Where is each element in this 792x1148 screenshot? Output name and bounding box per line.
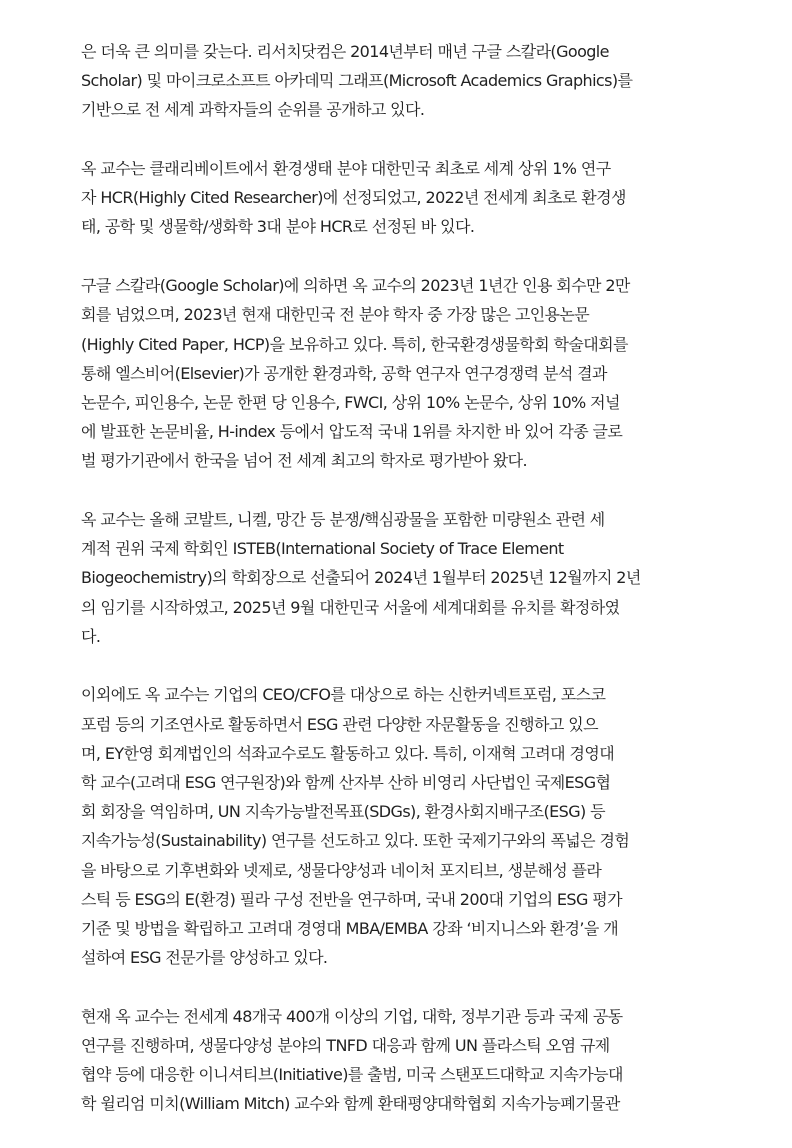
paragraph-international-research — [81, 1002, 713, 1119]
paragraph-ranking-intro — [81, 37, 713, 125]
text-line: 설하여 ESG 전문가를 양성하고 있다. — [81, 948, 328, 968]
text-line: 벌 평가기관에서 한국을 넘어 전 세계 최고의 학자로 평가받아 왔다. — [81, 451, 527, 471]
text-line: 태, 공학 및 생물학/생화학 3대 분야 HCR로 선정된 바 있다. — [81, 217, 475, 237]
text-line: 통해 엘스비어(Elsevier)가 공개한 환경과학, 공학 연구자 연구경쟁력 분석 결과 — [81, 363, 607, 383]
paragraph-hcr — [81, 154, 713, 242]
article-body — [81, 37, 713, 1148]
text-line: 은 더욱 큰 의미를 갖는다. 리서치닷컴은 2014년부터 매년 구글 스칼라(Google — [81, 42, 609, 61]
text-line: 학 윌리엄 미치(William Mitch) 교수와 함께 환태평양대학협회 지속가능폐기물관 — [81, 1094, 620, 1114]
text-line: Biogeochemistry)의 학회장으로 선출되어 2024년 1월부터 2025년 12월까지 2년 — [81, 568, 641, 588]
text-line: 을 바탕으로 기후변화와 넷제로, 생물다양성과 네이처 포지티브, 생분해성 플라 — [81, 860, 602, 880]
text-line: 이외에도 옥 교수는 기업의 CEO/CFO를 대상으로 하는 신한커넥트포럼, 포스코 — [81, 685, 606, 705]
paragraph-isteb — [81, 505, 713, 651]
text-line: 논문수, 피인용수, 논문 한편 당 인용수, FWCI, 상위 10% 논문수, 상위 10% 저널 — [81, 392, 620, 412]
text-line: 스틱 등 ESG의 E(환경) 필라 구성 전반을 연구하며, 국내 200대 기업의 ESG 평가 — [81, 889, 622, 909]
text-line: 연구를 진행하며, 생물다양성 분야의 TNFD 대응과 함께 UN 플라스틱 오염 규제 — [81, 1035, 610, 1055]
text-line: 의 임기를 시작하였고, 2025년 9월 대한민국 서울에 세계대회를 유치를 확정하였 — [81, 597, 620, 617]
text-line: 회 회장을 역임하며, UN 지속가능발전목표(SDGs), 환경사회지배구조(ESG) 등 — [81, 802, 606, 822]
paragraph-citations — [81, 271, 713, 475]
text-line: 다. — [81, 626, 101, 646]
text-line: 회를 넘었으며, 2023년 현재 대한민국 전 분야 학자 중 가장 많은 고인용논문 — [81, 305, 590, 325]
text-line: Scholar) 및 마이크로소프트 아카데믹 그래프(Microsoft Academics Graphics)를 — [81, 71, 633, 91]
text-line: 자 HCR(Highly Cited Researcher)에 선정되었고, 2022년 전세계 최초로 환경생 — [81, 188, 626, 208]
text-line: 기준 및 방법을 확립하고 고려대 경영대 MBA/EMBA 강좌 ‘비지니스와 환경’을 개 — [81, 918, 619, 938]
text-line: 현재 옥 교수는 전세계 48개국 400개 이상의 기업, 대학, 정부기관 등과 국제 공동 — [81, 1006, 623, 1026]
text-line: 지속가능성(Sustainability) 연구를 선도하고 있다. 또한 국제기구와의 폭넓은 경험 — [81, 831, 630, 851]
text-line: 포럼 등의 기조연사로 활동하면서 ESG 관련 다양한 자문활동을 진행하고 있으 — [81, 714, 598, 734]
text-line: 구글 스칼라(Google Scholar)에 의하면 옥 교수의 2023년 1년간 인용 회수만 2만 — [81, 276, 630, 296]
text-line: 며, EY한영 회계법인의 석좌교수로도 활동하고 있다. 특히, 이재혁 고려대 경영대 — [81, 743, 615, 763]
paragraph-esg-activities — [81, 680, 713, 972]
text-line: 옥 교수는 올해 코발트, 니켈, 망간 등 분쟁/핵심광물을 포함한 미량원소 관련 세 — [81, 509, 605, 529]
text-line: 계적 권위 국제 학회인 ISTEB(International Society of Trace Element — [81, 539, 564, 559]
text-line: 협약 등에 대응한 이니셔티브(Initiative)를 출범, 미국 스탠포드대학교 지속가능대 — [81, 1065, 623, 1085]
text-line: (Highly Cited Paper, HCP)을 보유하고 있다. 특히, 한국환경생물학회 학술대회를 — [81, 334, 628, 354]
text-line: 학 교수(고려대 ESG 연구원장)와 함께 산자부 산하 비영리 사단법인 국제ESG협 — [81, 772, 611, 792]
text-line: 옥 교수는 클래리베이트에서 환경생태 분야 대한민국 최초로 세계 상위 1% 연구 — [81, 159, 611, 179]
text-line: 에 발표한 논문비율, H-index 등에서 압도적 국내 1위를 차지한 바 있어 각종 글로 — [81, 422, 623, 442]
text-line: 기반으로 전 세계 과학자들의 순위를 공개하고 있다. — [81, 100, 425, 120]
